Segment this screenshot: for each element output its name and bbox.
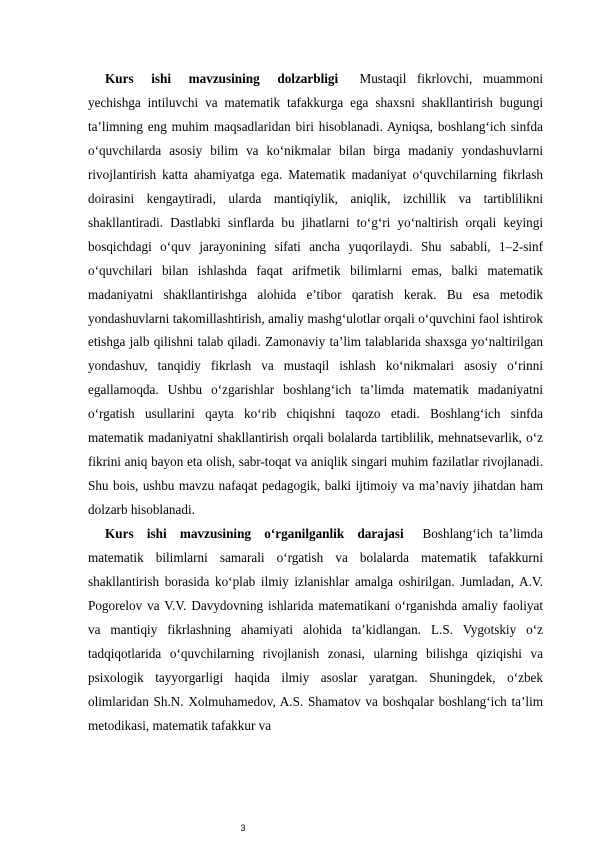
paragraph-relevance [88,67,543,522]
study-degree-heading: Kurs ishi mavzusining o‘rganilganlik darajasi [105,526,404,542]
relevance-heading: Kurs ishi mavzusining dolzarbligi [105,71,339,86]
document-page [88,67,543,738]
page-number: 3 [240,823,246,833]
study-degree-body: Boshlang‘ich ta’limda matematik bilimlarni samarali o‘rgatish va bolalarda matematik tafakkurni shakllantirish borasida ko‘plab ilmiy izlanishlar amalga oshirilgan. Jumladan, A.V. Pogorelov va V.V. Davydovning ishlarida matematikani o‘rganishda amaliy faoliyat va mantiqiy fikrlashning ahamiyati alohida ta’kidlangan. L.S. Vygotskiy o‘z tadqiqotlarida o‘quvchilarning rivojlanish zonasi, ularning bilishga qiziqishi va psixologik tayyorgarligi haqida ilmiy asoslar yaratgan. Shuningdek, o‘zbek olimlaridan Sh.N. Xolmuhamedov, A.S. Shamatov va boshqalar boshlang‘ich ta’lim metodikasi, matematik tafakkur va [88,526,543,733]
relevance-body: Mustaqil fikrlovchi, muammoni yechishga intiluvchi va matematik tafakkurga ega shaxsni shakllantirish bugungi ta’limning eng muhim maqsadlaridan biri hisoblanadi. Ayniqsa, boshlang‘ich sinfda o‘quvchilarda asosiy bilim va ko‘nikmalar bilan birga madaniy yondashuvlarni rivojlantirish katta ahamiyatga ega. Matematik madaniyat o‘quvchilarning fikrlash doirasini kengaytiradi, ularda mantiqiylik, aniqlik, izchillik va tartiblilikni shakllantiradi. Dastlabki sinflarda bu jihatlarni to‘g‘ri yo‘naltirish orqali keyingi bosqichdagi o‘quv jarayonining sifati ancha yuqorilaydi. Shu sababli, 1–2-sinf o‘quvchilari bilan ishlashda faqat arifmetik bilimlarni emas, balki matematik madaniyatni shakllantirishga alohida e’tibor qaratish kerak. Bu esa metodik yondashuvlarni takomillashtirish, amaliy mashg‘ulotlar orqali o‘quvchini faol ishtirok etishga jalb qilishni talab qiladi. Zamonaviy ta’lim talablarida shaxsga yo‘naltirilgan yondashuv, tanqidiy fikrlash va mustaqil ishlash ko‘nikmalari asosiy o‘rinni egallamoqda. Ushbu o‘zgarishlar boshlang‘ich ta’limda matematik madaniyatni o‘rgatish usullarini qayta ko‘rib chiqishni taqozo etadi. Boshlang‘ich sinfda matematik madaniyatni shakllantirish orqali bolalarda tartiblilik, mehnatsevarlik, o‘z fikrini aniq bayon eta olish, sabr-toqat va aniqlik singari muhim fazilatlar rivojlanadi. Shu bois, ushbu mavzu nafaqat pedagogik, balki ijtimoiy va ma’naviy jihatdan ham dolzarb hisoblanadi. [88,71,544,518]
paragraph-study-degree [88,522,543,738]
